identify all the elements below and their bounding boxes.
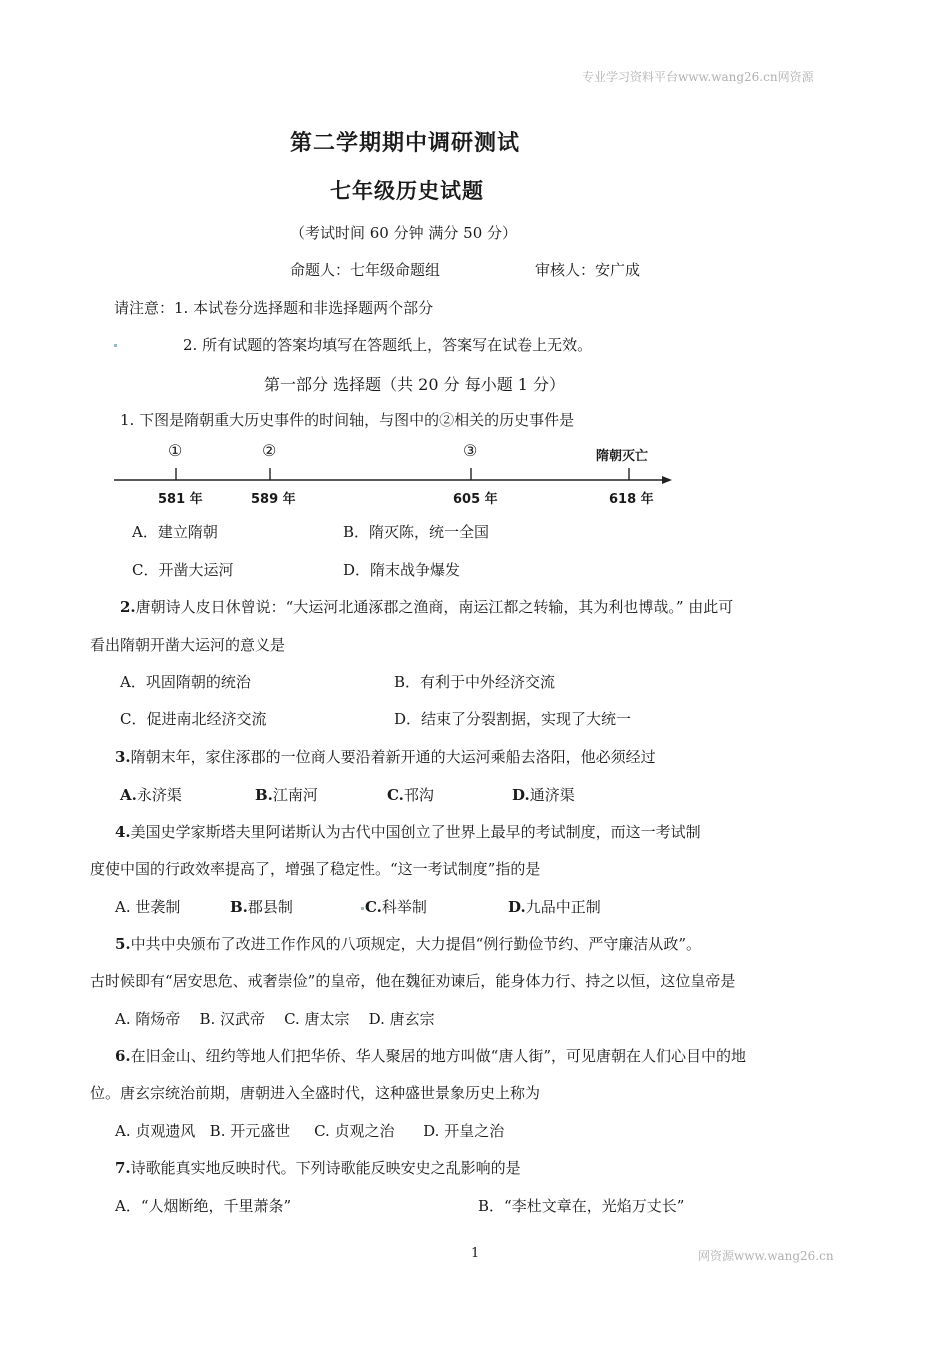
- q4-stem-line-1: [115, 821, 701, 842]
- notice-line-1: 请注意：1. 本试卷分选择题和非选择题两个部分: [114, 299, 434, 317]
- q5-stem-text: 中共中央颁布了改进工作作风的八项规定，大力提倡“例行勤俭节约、严守廉洁从政”。: [130, 935, 702, 953]
- timeline-mark-3: ③: [463, 441, 478, 460]
- q4-option-d-text: 九品中正制: [525, 898, 601, 916]
- q3-stem-text: 隋朝末年，家住涿郡的一位商人要沿着新开通的大运河乘船去洛阳，他必须经过: [130, 748, 656, 766]
- q5-number: 5.: [115, 935, 131, 953]
- q7-option-b: B．“李杜文章在，光焰万丈长”: [478, 1197, 685, 1215]
- timeline-year-581: 581 年: [158, 492, 203, 507]
- q3-option-a-text: 永济渠: [136, 786, 182, 804]
- q6-number: 6.: [115, 1047, 131, 1065]
- q3-number: 3.: [115, 748, 131, 766]
- q5-stem-line-2: 古时候即有“居安思危、戒奢崇俭”的皇帝，他在魏征劝谏后，能身体力行、持之以恒，这位皇帝是: [90, 972, 736, 990]
- q5-stem-line-1: [115, 933, 701, 954]
- q6-stem-text: 在旧金山、纽约等地人们把华侨、华人聚居的地方叫做“唐人街”，可见唐朝在人们心目中的地: [130, 1047, 747, 1065]
- timeline-arrow: [662, 476, 672, 484]
- exam-info: （考试时间 60 分钟 满分 50 分）: [290, 224, 518, 242]
- q4-option-a: A. 世袭制: [115, 898, 181, 916]
- q4-number: 4.: [115, 823, 131, 841]
- q3-option-d: [512, 784, 575, 805]
- section-title: 第一部分 选择题（共 20 分 每小题 1 分）: [264, 375, 566, 394]
- timeline-mark-4: 隋朝灭亡: [596, 449, 649, 464]
- q3-option-d-text: 通济渠: [529, 786, 575, 804]
- q2-option-b: B．有利于中外经济交流: [394, 673, 556, 691]
- q1-option-d: D．隋末战争爆发: [343, 561, 461, 579]
- q4-option-b: [230, 896, 293, 917]
- page-number: 1: [471, 1246, 480, 1261]
- reviewer: 审核人：安广成: [535, 261, 641, 279]
- q6-options: A. 贞观遗风 B. 开元盛世 C. 贞观之治 D. 开皇之治: [115, 1122, 505, 1140]
- q5-options: A. 隋炀帝 B. 汉武帝 C. 唐太宗 D. 唐玄宗: [115, 1010, 435, 1028]
- q3-option-b-letter: B.: [255, 786, 273, 804]
- q1-option-b: B．隋灭陈，统一全国: [343, 523, 490, 541]
- q6-stem-line-2: 位。唐玄宗统治前期，唐朝进入全盛时代，这种盛世景象历史上称为: [90, 1084, 541, 1102]
- q2-option-d: D．结束了分裂割据，实现了大统一: [394, 710, 632, 728]
- q4-option-b-text: 郡县制: [247, 898, 293, 916]
- timeline-mark-2: ②: [262, 441, 277, 460]
- timeline-year-618: 618 年: [609, 492, 654, 507]
- q4-option-c-letter: C.: [365, 898, 382, 916]
- exam-subtitle: 七年级历史试题: [330, 178, 484, 203]
- q1-stem: 1. 下图是隋朝重大历史事件的时间轴，与图中的②相关的历史事件是: [120, 411, 575, 429]
- q4-option-d: [508, 896, 601, 917]
- q3-option-a-letter: A.: [120, 786, 137, 804]
- q3-option-a: [120, 784, 182, 805]
- q1-option-c: C．开凿大运河: [132, 561, 234, 579]
- q3-option-b: [255, 784, 318, 805]
- q4-stem-text: 美国史学家斯塔夫里阿诺斯认为古代中国创立了世界上最早的考试制度，而这一考试制: [130, 823, 701, 841]
- q4-option-c: [365, 896, 427, 917]
- q7-option-a: A．“人烟断绝，千里萧条”: [115, 1197, 292, 1215]
- q6-stem-line-1: [115, 1045, 746, 1066]
- q2-option-c: C．促进南北经济交流: [120, 710, 267, 728]
- timeline-year-589: 589 年: [251, 492, 296, 507]
- q7-number: 7.: [115, 1159, 131, 1177]
- q2-number: 2.: [120, 598, 136, 616]
- q4-option-c-text: 科举制: [381, 898, 427, 916]
- setter: 命题人：七年级命题组: [290, 261, 441, 279]
- footer-watermark: 网资源www.wang26.cn: [698, 1249, 834, 1263]
- q4-option-d-letter: D.: [508, 898, 526, 916]
- q1-option-a: A．建立隋朝: [132, 523, 218, 541]
- q3-option-c-letter: C.: [387, 786, 404, 804]
- scan-dot: [114, 344, 117, 347]
- q4-stem-line-2: 度使中国的行政效率提高了，增强了稳定性。“这一考试制度”指的是: [90, 860, 541, 878]
- exam-title: 第二学期期中调研测试: [290, 130, 521, 156]
- q4-option-b-letter: B.: [230, 898, 248, 916]
- q3-stem: [115, 746, 656, 767]
- q2-stem-text: 唐朝诗人皮日休曾说：“大运河北通涿郡之渔商，南运江都之转输，其为利也博哉。” 由此可: [135, 598, 734, 616]
- q7-stem: [115, 1157, 521, 1178]
- q3-option-b-text: 江南河: [272, 786, 318, 804]
- timeline-mark-1: ①: [168, 441, 183, 460]
- timeline-year-605: 605 年: [453, 492, 498, 507]
- q7-stem-text: 诗歌能真实地反映时代。下列诗歌能反映安史之乱影响的是: [130, 1159, 521, 1177]
- q2-stem-line-2: 看出隋朝开凿大运河的意义是: [90, 636, 286, 654]
- q2-stem-line-1: [120, 596, 733, 617]
- q3-option-c: [387, 784, 434, 805]
- scan-dot-2: [361, 907, 364, 910]
- notice-line-2: 2. 所有试题的答案均填写在答题纸上，答案写在试卷上无效。: [183, 336, 593, 354]
- q3-option-d-letter: D.: [512, 786, 530, 804]
- header-watermark: 专业学习资料平台www.wang26.cn网资源: [582, 70, 814, 84]
- q2-option-a: A．巩固隋朝的统治: [120, 673, 251, 691]
- q3-option-c-text: 邗沟: [403, 786, 434, 804]
